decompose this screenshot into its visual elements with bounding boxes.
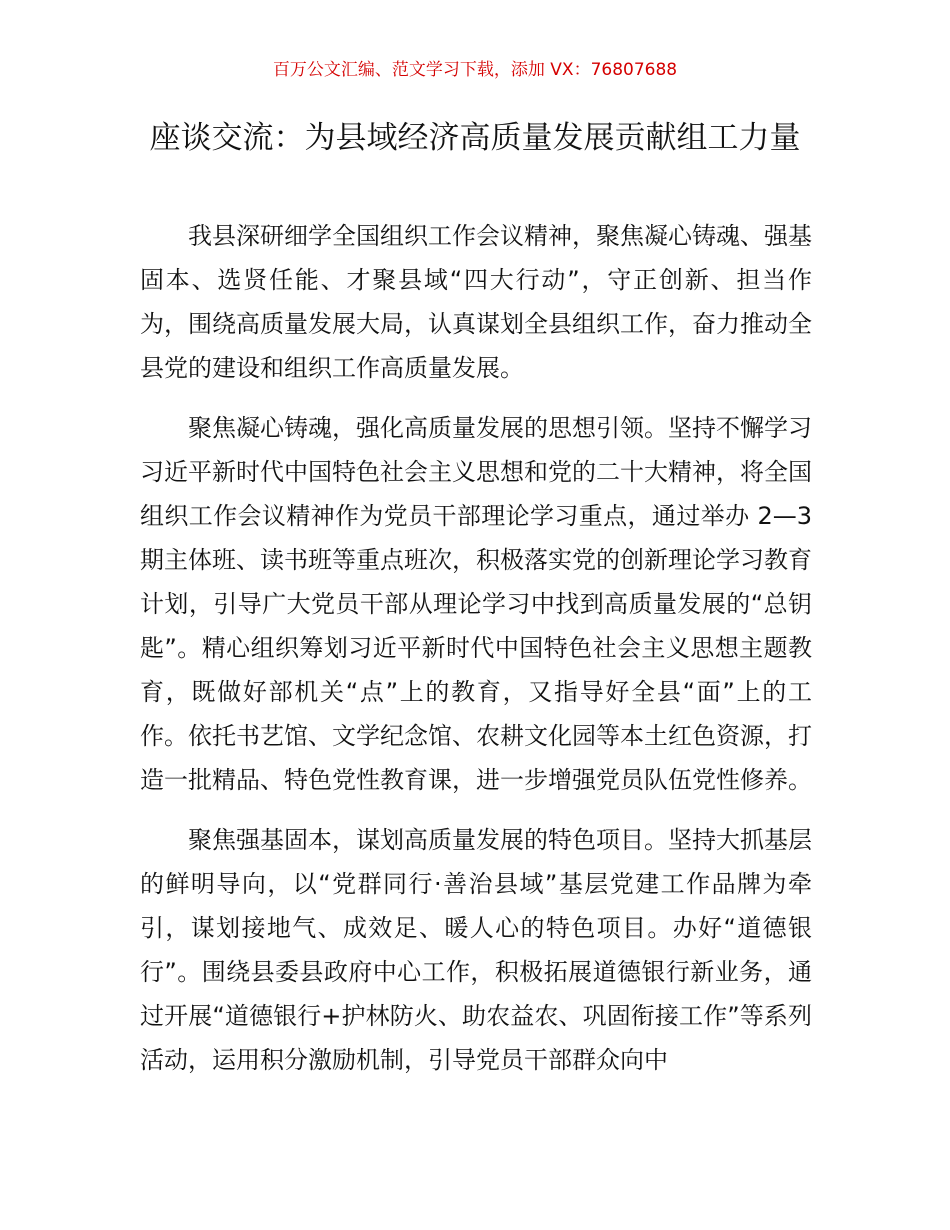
paragraph-intro: 我县深研细学全国组织工作会议精神，聚焦凝心铸魂、强基固本、选贤任能、才聚县域“四大行动”，守正创新、担当作为，围绕高质量发展大局，认真谋划全县组织工作，奋力推动全县党的建设和组织工作高质量发展。 <box>140 222 812 382</box>
header-watermark-note: 百万公文汇编、范文学习下载，添加 VX：76807688 <box>272 60 678 80</box>
document-title: 座谈交流：为县域经济高质量发展贡献组工力量 <box>149 120 801 156</box>
paragraph-grassroots: 聚焦强基固本，谋划高质量发展的特色项目。坚持大抓基层的鲜明导向，以“党群同行·善治县域”基层党建工作品牌为牵引，谋划接地气、成效足、暖人心的特色项目。办好“道德银行”。围绕县委县政府中心工作，积极拓展道德银行新业务，通过开展“道德银行+护林防火、助农益农、巩固衔接工作”等系列活动，运用积分激励机制，引导党员干部群众向中 <box>140 826 812 1074</box>
paragraph-ideology: 聚焦凝心铸魂，强化高质量发展的思想引领。坚持不懈学习习近平新时代中国特色社会主义思想和党的二十大精神，将全国组织工作会议精神作为党员干部理论学习重点，通过举办 2—3 期主体班、读书班等重点班次，积极落实党的创新理论学习教育计划，引导广大党员干部从理论学习中找到高质量发展的“总钥匙”。精心组织筹划习近平新时代中国特色社会主义思想主题教育，既做好部机关“点”上的教育，又指导好全县“面”上的工作。依托书艺馆、文学纪念馆、农耕文化园等本土红色资源，打造一批精品、特色党性教育课，进一步增强党员队伍党性修养。 <box>140 414 812 794</box>
document-body <box>140 214 812 1098</box>
